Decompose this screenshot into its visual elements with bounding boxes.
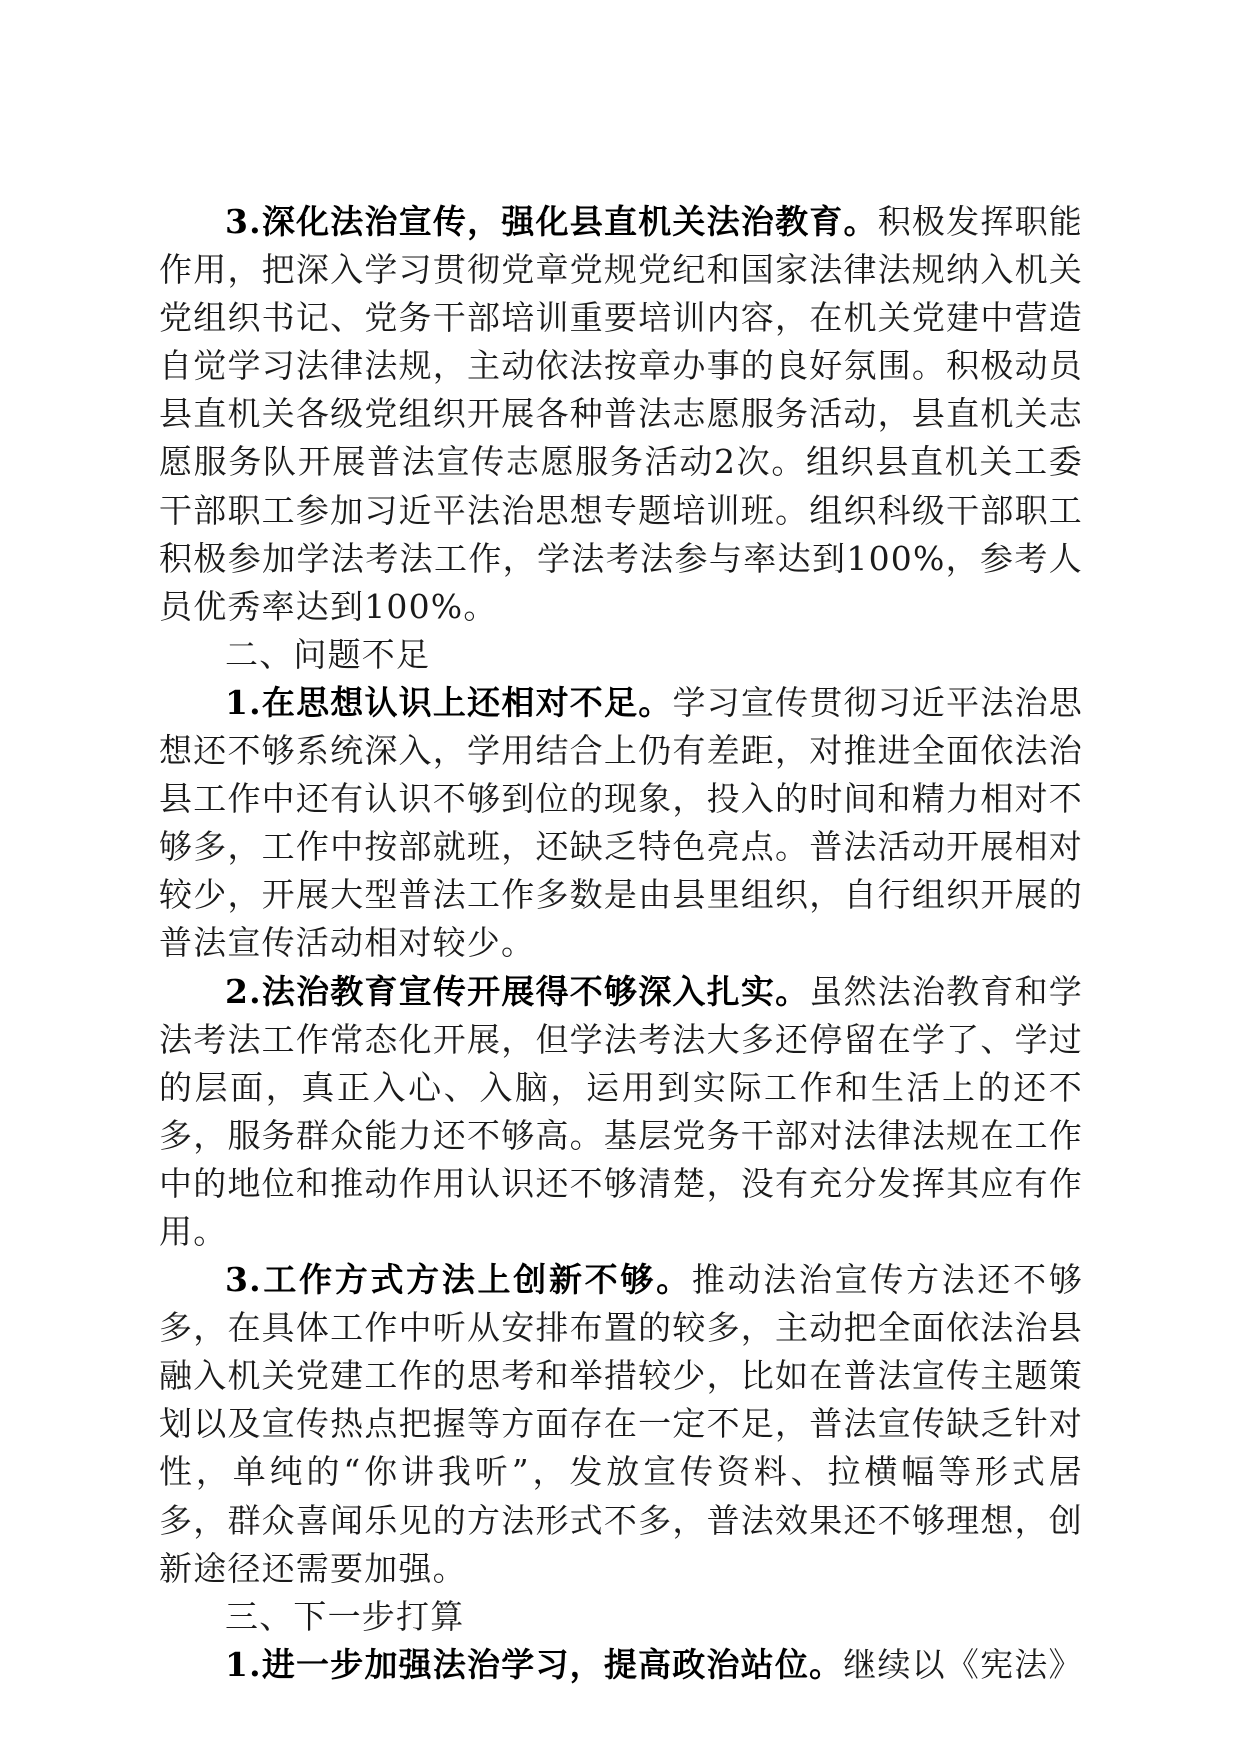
paragraph-lead: 1.在思想认识上还相对不足。 — [225, 682, 673, 722]
section-heading-problems: 二、问题不足 — [225, 634, 431, 674]
paragraph-lead: 3.深化法治宣传，强化县直机关法治教育。 — [225, 202, 878, 241]
document-page — [159, 198, 1083, 1689]
paragraph-awareness — [159, 679, 1083, 968]
paragraph-study — [159, 1641, 1083, 1689]
paragraph-lead: 1.进一步加强法治学习，提高政治站位。 — [225, 1644, 844, 1684]
paragraph-body: 虽然法治教育和学法考法工作常态化开展，但学法考法大多还停留在学了、学过的层面，真正入心、入脑，运用到实际工作和生活上的还不多，服务群众能力还不够高。基层党务干部对法律法规在工作中的地位和推动作用认识还不够清楚，没有充分发挥其应有作用。 — [159, 971, 1083, 1251]
paragraph-body: 学习宣传贯彻习近平法治思想还不够系统深入，学用结合上仍有差距，对推进全面依法治县工作中还有认识不够到位的现象，投入的时间和精力相对不够多，工作中按部就班，还缺乏特色亮点。普法活动开展相对较少，开展大型普法工作多数是由县里组织，自行组织开展的普法宣传活动相对较少。 — [159, 682, 1083, 963]
paragraph-propaganda — [159, 198, 1083, 631]
paragraph-body: 积极发挥职能作用，把深入学习贯彻党章党规党纪和国家法律法规纳入机关党组织书记、党务干部培训重要培训内容，在机关党建中营造自觉学习法律法规，主动依法按章办事的良好氛围。积极动员县直机关各级党组织开展各种普法志愿服务活动，县直机关志愿服务队开展普法宣传志愿服务活动2次。组织县直机关工委干部职工参加习近平法治思想专题培训班。组织科级干部职工积极参加学法考法工作，学法考法参与率达到100%，参考人员优秀率达到100%。 — [159, 202, 1084, 626]
paragraph-innovation — [159, 1256, 1083, 1593]
paragraph-body: 继续以《宪法》 — [843, 1644, 1083, 1684]
paragraph-body: 推动法治宣传方法还不够多，在具体工作中听从安排布置的较多，主动把全面依法治县融入机关党建工作的思考和举措较少，比如在普法宣传主题策划以及宣传热点把握等方面存在一定不足，普法宣传缺乏针对性，单纯的“你讲我听”，发放宣传资料、拉横幅等形式居多，群众喜闻乐见的方法形式不多，普法效果还不够理想，创新途径还需要加强。 — [159, 1260, 1083, 1588]
paragraph-lead: 3.工作方式方法上创新不够。 — [225, 1260, 692, 1300]
paragraph-education — [159, 968, 1083, 1257]
section-heading-next-steps: 三、下一步打算 — [225, 1596, 465, 1636]
paragraph-lead: 2.法治教育宣传开展得不够深入扎实。 — [225, 971, 810, 1011]
